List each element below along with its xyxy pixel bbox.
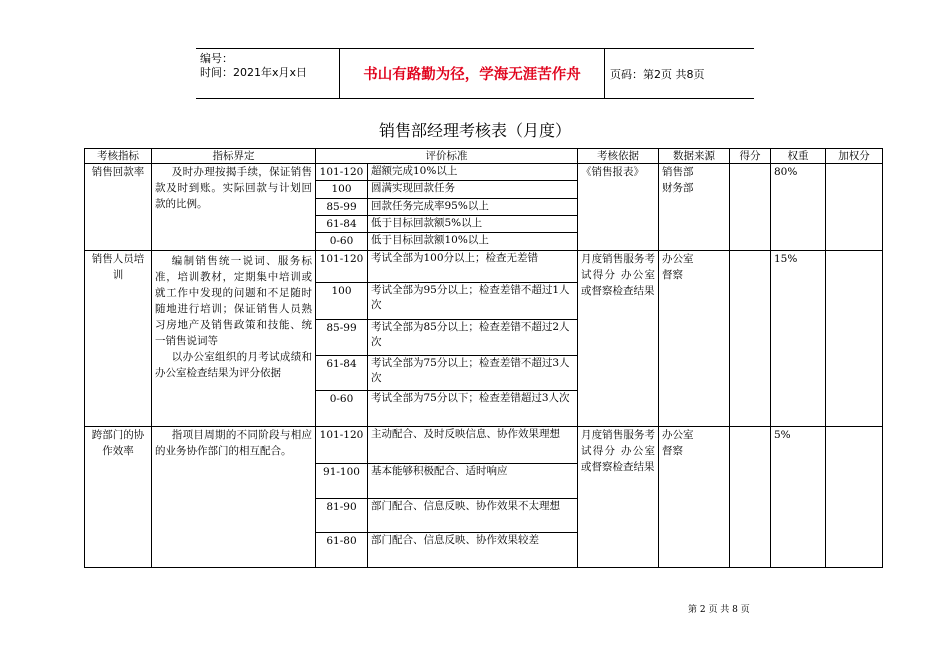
column-header-weighted-score: 加权分 [826,149,883,164]
assessment-basis: 《销售报表》 [578,164,659,251]
criteria-description: 回款任务完成率95%以上 [368,198,578,215]
criteria-score-range: 85-99 [316,198,368,215]
criteria-score-range: 100 [316,181,368,198]
criteria-score-range: 101-120 [316,164,368,181]
score-cell [730,164,771,251]
data-source: 办公室 督察 [659,250,730,426]
criteria-description: 超额完成10%以上 [368,164,578,181]
criteria-description: 考试全部为95分以上；检查差错不超过1人次 [368,283,578,320]
criteria-description: 主动配合、及时反映信息、协作效果理想 [368,427,578,464]
data-source: 办公室 督察 [659,427,730,568]
criteria-score-range: 61-84 [316,355,368,391]
criteria-description: 考试全部为75分以下；检查差错超过3人次 [368,391,578,427]
header-motto: 书山有路勤为径，学海无涯苦作舟 [363,67,581,83]
criteria-description: 低于目标回款额10%以上 [368,233,578,250]
criteria-score-range: 81-90 [316,498,368,533]
indicator-definition: 及时办理按揭手续，保证销售款及时到账。实际回款与计划回款的比例。 [152,164,316,251]
criteria-description: 考试全部为75分以上；检查差错不超过3人次 [368,355,578,391]
criteria-score-range: 101-120 [316,427,368,464]
page-header [196,48,754,99]
criteria-score-range: 0-60 [316,233,368,250]
column-header-definition: 指标界定 [152,149,316,164]
column-header-basis: 考核依据 [578,149,659,164]
document-number-label: 编号： [200,52,233,65]
criteria-score-range: 0-60 [316,391,368,427]
weight-value: 80% [771,164,826,251]
assessment-basis: 月度销售服务考试得分 办公室或督察检查结果 [578,427,659,568]
document-title: 销售部经理考核表（月度） [378,121,571,140]
indicator-name: 跨部门的协作效率 [85,427,152,568]
weighted-score-cell [826,164,883,251]
page-footer: 第 2 页 共 8 页 [688,605,750,615]
weight-value: 15% [771,250,826,426]
criteria-description: 低于目标回款额5%以上 [368,215,578,232]
column-header-criteria: 评价标准 [316,149,578,164]
weighted-score-cell [826,250,883,426]
column-header-weight: 权重 [771,149,826,164]
table-row [85,427,883,464]
header-meta [200,52,307,80]
table-row [85,164,883,181]
header-page-number: 页码：第2页 共8页 [610,67,705,81]
criteria-description: 部门配合、信息反映、协作效果不太理想 [368,498,578,533]
assessment-basis: 月度销售服务考试得分 办公室或督察检查结果 [578,250,659,426]
criteria-description: 考试全部为85分以上；检查差错不超过2人次 [368,320,578,356]
header-divider [604,49,605,98]
column-header-indicator: 考核指标 [85,149,152,164]
criteria-score-range: 61-80 [316,533,368,568]
indicator-definition: 指项目周期的不同阶段与相应的业务协作部门的相互配合。 [152,427,316,568]
weight-value: 5% [771,427,826,568]
definition-paragraph: 编制销售统一说词、服务标准，培训教材，定期集中培训或就工作中发现的问题和不足随时随地进行培训；保证销售人员熟习房地产及销售政策和技能、统一销售说词等 [155,254,312,347]
document-time-label: 时间：2021年x月x日 [200,66,308,79]
criteria-score-range: 61-84 [316,215,368,232]
criteria-score-range: 101-120 [316,250,368,283]
score-cell [730,250,771,426]
criteria-description: 基本能够积极配合、适时响应 [368,463,578,498]
indicator-name: 销售回款率 [85,164,152,251]
definition-paragraph: 以办公室组织的月考试成绩和办公室检查结果为评分依据 [155,350,312,379]
criteria-score-range: 85-99 [316,320,368,356]
table-header-row [85,149,883,164]
criteria-score-range: 100 [316,283,368,320]
criteria-description: 部门配合、信息反映、协作效果较差 [368,533,578,568]
data-source: 销售部 财务部 [659,164,730,251]
criteria-score-range: 91-100 [316,463,368,498]
column-header-source: 数据来源 [659,149,730,164]
criteria-description: 圆满实现回款任务 [368,181,578,198]
criteria-description: 考试全部为100分以上；检查无差错 [368,250,578,283]
score-cell [730,427,771,568]
indicator-definition [152,250,316,426]
column-header-score: 得分 [730,149,771,164]
weighted-score-cell [826,427,883,568]
indicator-name: 销售人员培训 [85,250,152,426]
assessment-table [84,148,883,568]
table-row [85,250,883,283]
